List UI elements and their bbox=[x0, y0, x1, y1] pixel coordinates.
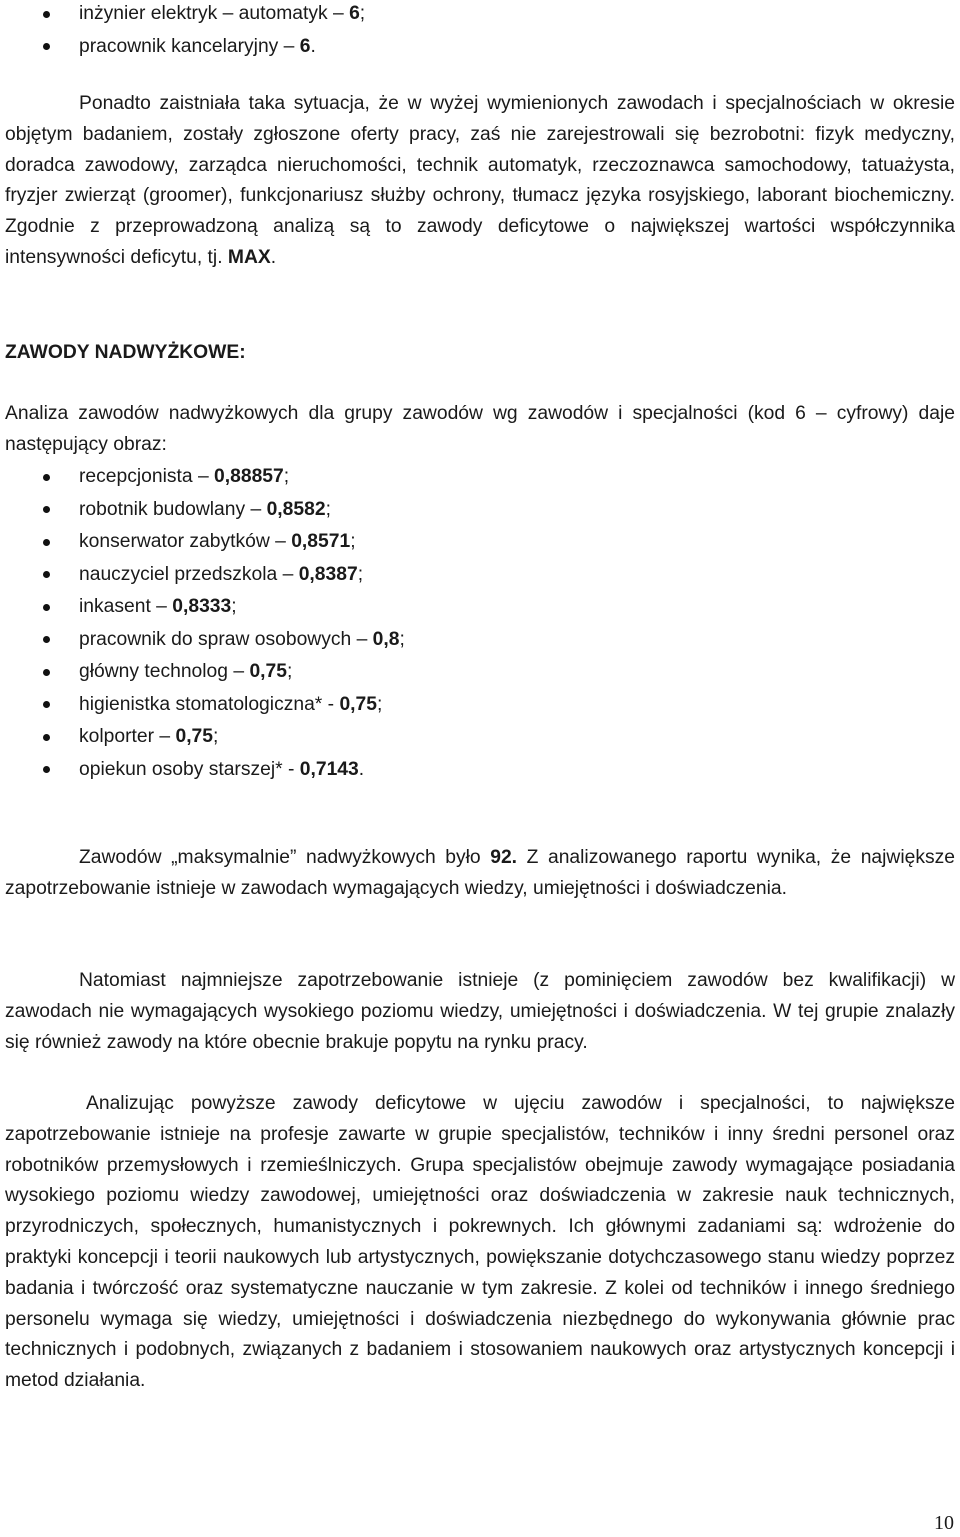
item-value: 0,75 bbox=[339, 693, 377, 715]
bullet-icon bbox=[43, 669, 50, 676]
item-label: recepcjonista – bbox=[79, 466, 215, 487]
bullet-icon bbox=[43, 701, 50, 708]
item-value: 0,75 bbox=[175, 726, 213, 747]
item-value: 0,8 bbox=[372, 628, 400, 650]
item-label: inkasent – bbox=[79, 596, 173, 617]
list-item: higienistka stomatologiczna* - 0,75; bbox=[0, 689, 960, 722]
paragraph-analysis: Analizując powyższe zawody deficytowe w ujęciu zawodów i specjalności, to największe zapotrzebowanie istnieje na profesje zawarte w grupie specjalistów, techników i inny średni personel oraz robotników przemysłowych i rzemieślniczych. Grupa specjalistów obejmuje zawody wymagające posiadania wysokiego poziomu wiedzy zawodowej, umiejętności oraz doświadczenia w zakresie nauk technicznych, przyrodniczych, społecznych, humanistycznych i pokrewnych. Ich głównymi zadaniami są: wdrożenie do praktyki koncepcji i teorii naukowych lub artystycznych, powiększanie dotychczasowego stanu wiedzy poprzez badania i twórczość oraz systematyczne nauczanie w tym zakresie. Z kolei od techników i innego średniego personelu wymaga się wiedzy, umiejętności i doświadczenia niezbędnego do wykonywania głównie prac technicznych i podobnych, związanych z badaniem i stosowaniem naukowych oraz artystycznych koncepcji i metod działania. bbox=[5, 1093, 955, 1392]
item-label: pracownik do spraw osobowych – bbox=[79, 628, 373, 650]
list-item: nauczyciel przedszkola – 0,8387; bbox=[0, 559, 960, 592]
paragraph-deficit-occupations: Ponadto zaistniała taka sytuacja, że w wyżej wymienionych zawodach i specjalnościach w okresie objętym badaniem, zostały zgłoszone oferty pracy, zaś nie zarejestrowali się bezrobotni: fizyk medyczny, doradca zawodowy, zarządca nieruchomości, technik automatyk, rzeczoznawca samochodowy, tatuażysta, fryzjer zwierząt (groomer), funkcjonariusz służby ochrony, tłumacz języka rosyjskiego, laborant biochemiczny. Zgodnie z przeprowadzoną analizą są to zawody deficytowe o największej wartości współczynnika intensywności deficytu, tj. MAX. bbox=[5, 93, 955, 268]
bullet-icon bbox=[43, 604, 50, 611]
item-value: 0,8333 bbox=[172, 596, 232, 617]
list-item: inkasent – 0,8333; bbox=[0, 591, 960, 624]
item-value: 0,8571 bbox=[291, 531, 351, 552]
item-label: główny technolog – bbox=[79, 661, 250, 682]
section-heading: ZAWODY NADWYŻKOWE: bbox=[5, 342, 246, 363]
item-suffix: ; bbox=[359, 3, 366, 24]
paragraph-max-surplus: Zawodów „maksymalnie” nadwyżkowych było 92. Z analizowanego raportu wynika, że największe zapotrzebowanie istnieje w zawodach wymagających wiedzy, umiejętności i doświadczenia. bbox=[5, 847, 955, 899]
item-value: 0,8582 bbox=[266, 498, 326, 520]
item-suffix: . bbox=[310, 35, 316, 57]
bullet-icon bbox=[43, 734, 50, 741]
item-value: 6 bbox=[299, 35, 311, 57]
bullet-icon bbox=[43, 539, 50, 546]
list-item: główny technolog – 0,75; bbox=[0, 656, 960, 689]
item-value: 0,8387 bbox=[298, 563, 358, 585]
surplus-count: 92. bbox=[490, 847, 518, 868]
item-value: 0,88857 bbox=[214, 466, 284, 487]
list-item: opiekun osoby starszej* - 0,7143. bbox=[0, 754, 960, 787]
list-item: pracownik do spraw osobowych – 0,8; bbox=[0, 624, 960, 657]
bullet-icon bbox=[43, 43, 50, 50]
item-label: nauczyciel przedszkola – bbox=[79, 563, 299, 585]
max-label: MAX bbox=[227, 246, 271, 268]
item-value: 6 bbox=[349, 3, 360, 24]
surplus-occupation-list bbox=[0, 461, 960, 786]
bullet-icon bbox=[43, 766, 50, 773]
list-item: konserwator zabytków – 0,8571; bbox=[0, 526, 960, 559]
paragraph-lowest-demand: Natomiast najmniejsze zapotrzebowanie istnieje (z pominięciem zawodów bez kwalifikacji) w zawodach nie wymagających wysokiego poziomu wiedzy, umiejętności i doświadczenia. W tej grupie znalazły się również zawody na które obecnie brakuje popytu na rynku pracy. bbox=[5, 970, 955, 1053]
item-value: 0,75 bbox=[249, 661, 287, 682]
bullet-icon bbox=[43, 571, 50, 578]
item-label: pracownik kancelaryjny – bbox=[79, 35, 300, 57]
list-item: recepcjonista – 0,88857; bbox=[0, 461, 960, 494]
item-label: kolporter – bbox=[79, 726, 176, 747]
bullet-icon bbox=[43, 506, 50, 513]
bullet-icon bbox=[43, 474, 50, 481]
item-label: konserwator zabytków – bbox=[79, 531, 292, 552]
paragraph-surplus-intro: Analiza zawodów nadwyżkowych dla grupy zawodów wg zawodów i specjalności (kod 6 – cyfrowy) daje następujący obraz: bbox=[5, 403, 955, 455]
list-item bbox=[0, 0, 960, 31]
item-label: opiekun osoby starszej* - bbox=[79, 758, 300, 780]
item-label: higienistka stomatologiczna* - bbox=[79, 693, 340, 715]
page-number: 10 bbox=[934, 1512, 954, 1534]
bullet-icon bbox=[43, 636, 50, 643]
list-item: robotnik budowlany – 0,8582; bbox=[0, 494, 960, 527]
list-item: kolporter – 0,75; bbox=[0, 721, 960, 754]
list-item bbox=[0, 31, 960, 64]
item-label: inżynier elektryk – automatyk – bbox=[79, 3, 350, 24]
bullet-icon bbox=[43, 11, 50, 18]
item-label: robotnik budowlany – bbox=[79, 498, 267, 520]
item-value: 0,7143 bbox=[299, 758, 359, 780]
occupation-list-top bbox=[0, 0, 960, 63]
